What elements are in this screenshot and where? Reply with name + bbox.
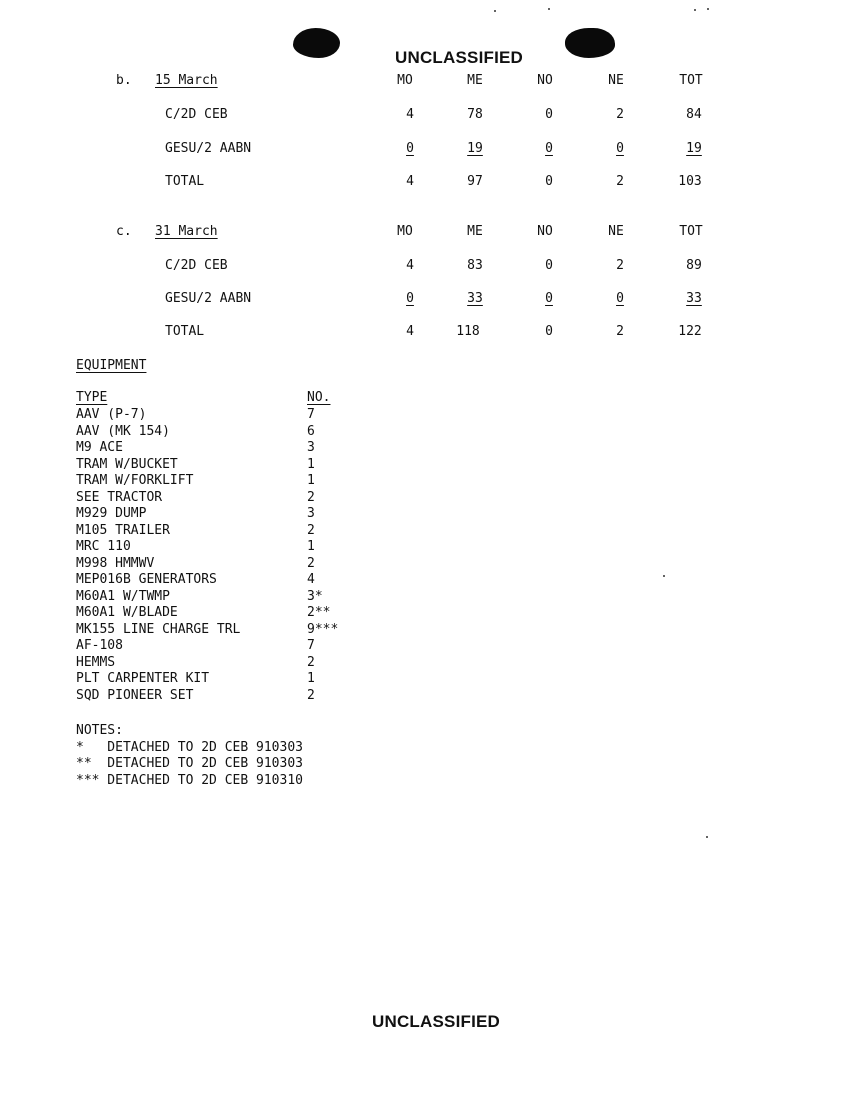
unit-name: GESU/2 AABN [165, 141, 252, 156]
section-letter: c. [116, 224, 132, 239]
note-line: * DETACHED TO 2D CEB 910303 [76, 739, 303, 755]
value-no: 0 [545, 258, 553, 273]
equipment-no-header: NO. [307, 390, 331, 405]
note-line: *** DETACHED TO 2D CEB 910310 [76, 772, 303, 788]
column-header-tot: TOT [679, 73, 703, 88]
equipment-type: PLT CARPENTER KIT [76, 671, 210, 686]
equipment-count: 1 [307, 473, 315, 488]
value-mo: 4 [406, 107, 414, 122]
unit-name: TOTAL [165, 324, 205, 339]
equipment-type-header: TYPE [76, 390, 108, 405]
value-me: 33 [467, 291, 483, 306]
column-header-me: ME [467, 224, 483, 239]
value-ne: 0 [616, 291, 624, 306]
equipment-count: 2 [307, 555, 315, 571]
section-date: 31 March [155, 224, 218, 239]
equipment-type: M60A1 W/TWMP [76, 588, 170, 604]
value-tot: 103 [678, 174, 702, 189]
column-header-mo: MO [397, 73, 413, 88]
column-header-ne: NE [608, 73, 624, 88]
value-tot: 89 [686, 258, 702, 273]
equipment-type: M929 DUMP [76, 506, 147, 521]
equipment-type: MK155 LINE CHARGE TRL [76, 621, 241, 637]
column-header-me: ME [467, 73, 483, 88]
equipment-count: 9*** [307, 621, 339, 637]
equipment-type: TRAM W/FORKLIFT [76, 473, 194, 488]
column-header-mo: MO [397, 224, 413, 239]
value-me: 19 [467, 141, 483, 156]
unit-name: C/2D CEB [165, 107, 228, 122]
value-me: 97 [467, 174, 483, 189]
equipment-count: 4 [307, 572, 315, 587]
value-no: 0 [545, 291, 553, 306]
column-header-no: NO [537, 73, 553, 88]
value-ne: 2 [616, 107, 624, 122]
equipment-count: 6 [307, 423, 315, 439]
equipment-type: SQD PIONEER SET [76, 687, 194, 703]
equipment-type: AF-108 [76, 638, 123, 653]
scan-speck [548, 8, 550, 10]
value-me: 78 [467, 107, 483, 122]
value-no: 0 [545, 174, 553, 189]
scan-speck [663, 575, 665, 577]
equipment-type: MEP016B GENERATORS [76, 572, 217, 587]
equipment-count: 7 [307, 638, 315, 653]
value-no: 0 [545, 107, 553, 122]
classification-banner-top: UNCLASSIFIED [395, 48, 524, 67]
value-mo: 4 [406, 258, 414, 273]
equipment-type: HEMMS [76, 654, 116, 670]
value-ne: 2 [616, 324, 624, 339]
unit-name: GESU/2 AABN [165, 291, 252, 306]
column-header-ne: NE [608, 224, 624, 239]
equipment-type: M105 TRAILER [76, 522, 170, 538]
unit-name: TOTAL [165, 174, 205, 189]
value-ne: 0 [616, 141, 624, 156]
equipment-count: 1 [307, 539, 315, 554]
equipment-count: 2 [307, 654, 315, 670]
value-me: 118 [456, 324, 480, 339]
equipment-type: TRAM W/BUCKET [76, 456, 178, 472]
equipment-count: 2 [307, 687, 315, 703]
value-me: 83 [467, 258, 483, 273]
equipment-count: 2** [307, 605, 331, 620]
classification-banner-bottom: UNCLASSIFIED [372, 1012, 501, 1031]
value-tot: 19 [686, 141, 702, 156]
equipment-type: AAV (P-7) [76, 407, 147, 422]
equipment-count: 3 [307, 440, 315, 455]
equipment-count: 1 [307, 456, 315, 472]
equipment-count: 7 [307, 407, 315, 422]
column-header-no: NO [537, 224, 553, 239]
equipment-count: 3 [307, 506, 315, 521]
equipment-type: M998 HMMWV [76, 555, 155, 571]
value-mo: 4 [406, 174, 414, 189]
note-line: ** DETACHED TO 2D CEB 910303 [76, 756, 303, 771]
value-no: 0 [545, 324, 553, 339]
scan-speck [707, 8, 709, 10]
equipment-heading: EQUIPMENT [76, 358, 147, 373]
equipment-type: MRC 110 [76, 539, 131, 554]
value-tot: 33 [686, 291, 702, 306]
equipment-type: M9 ACE [76, 440, 123, 455]
redaction-mark [293, 28, 340, 58]
value-ne: 2 [616, 174, 624, 189]
equipment-count: 2 [307, 489, 315, 505]
value-tot: 122 [678, 324, 702, 339]
notes-heading: NOTES: [76, 723, 123, 738]
section-letter: b. [116, 73, 132, 88]
value-no: 0 [545, 141, 553, 156]
redaction-mark [565, 28, 615, 58]
value-mo: 4 [406, 324, 414, 339]
scan-speck [706, 836, 708, 838]
value-ne: 2 [616, 258, 624, 273]
scan-speck [694, 9, 696, 11]
unit-name: C/2D CEB [165, 258, 228, 273]
value-mo: 0 [406, 141, 414, 156]
equipment-type: M60A1 W/BLADE [76, 605, 178, 620]
equipment-count: 3* [307, 588, 323, 604]
section-date: 15 March [155, 73, 218, 88]
equipment-type: AAV (MK 154) [76, 423, 170, 439]
equipment-type: SEE TRACTOR [76, 489, 163, 505]
column-header-tot: TOT [679, 224, 703, 239]
value-tot: 84 [686, 107, 702, 122]
value-mo: 0 [406, 291, 414, 306]
scan-speck [494, 10, 496, 12]
equipment-count: 1 [307, 671, 315, 686]
equipment-count: 2 [307, 522, 315, 538]
